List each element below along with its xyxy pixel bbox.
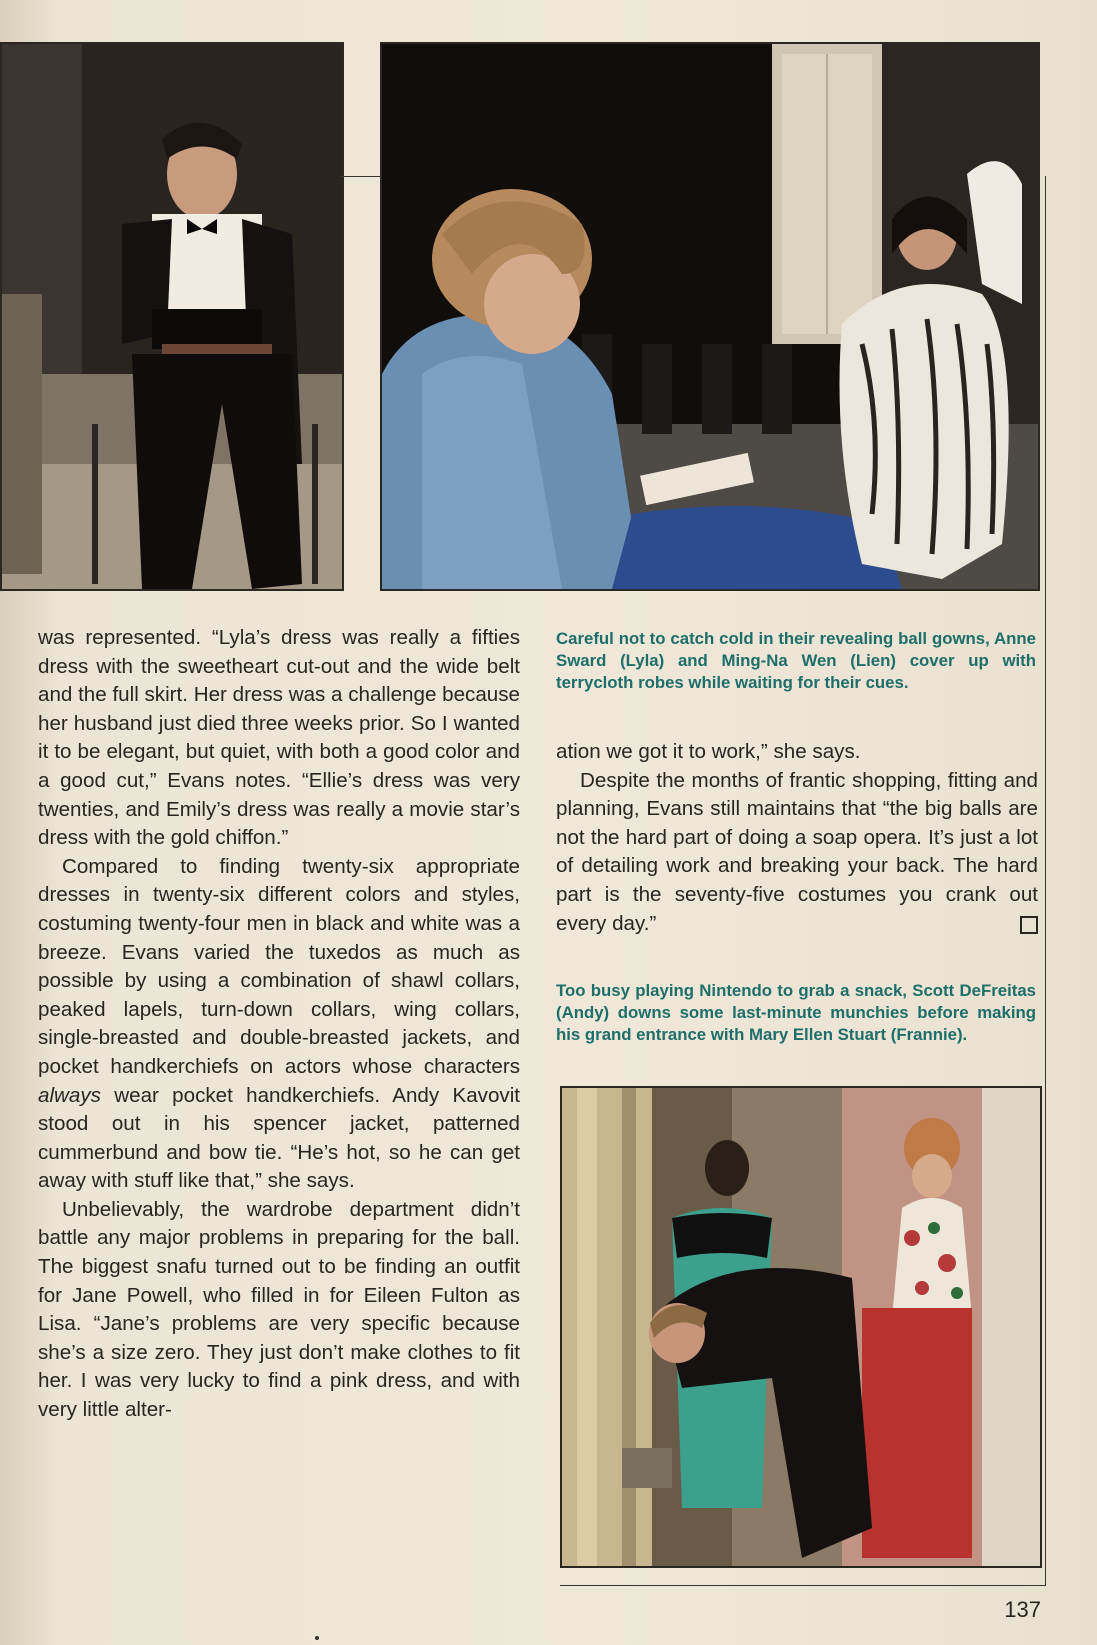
caption-top: Careful not to catch cold in their revealing ball gowns, Anne Sward (Lyla) and Ming-Na Wen (Lien) cover up with terrycloth robes while waiting for their cues. bbox=[556, 629, 1036, 692]
page-rule-bottom bbox=[560, 1585, 1046, 1586]
end-mark-icon bbox=[1020, 916, 1038, 934]
right-paragraph-2 bbox=[556, 767, 1038, 939]
right-column bbox=[556, 738, 1038, 938]
left-paragraph-2-part-a: Compared to finding twenty-six appropriate dresses in twenty-six different colors and styles, costuming twenty-four men in black and white was a breeze. Evans varied the tuxedos as much as possible by using a combination of shawl collars, peaked lapels, turn-down collars, wing collars, single-breasted and double-breasted jackets, and pocket handkerchiefs on actors whose characters bbox=[38, 854, 520, 1078]
left-paragraph-1: was represented. “Lyla’s dress was really a fifties dress with the sweetheart cut-out and the wide belt and the full skirt. Her dress was a challenge because her husband just died three weeks prior. So I wanted it to be elegant, but quiet, with both a good color and a good cut,” Evans notes. “Ellie’s dress was very twenties, and Emily’s dress was really a movie star’s dress with the gold chiffon.” bbox=[38, 626, 520, 850]
photo-women-in-robes bbox=[380, 42, 1040, 591]
print-dot bbox=[315, 1636, 319, 1640]
photo-man-in-tuxedo bbox=[0, 42, 344, 591]
right-paragraph-1: ation we got it to work,” she says. bbox=[556, 740, 861, 763]
page-number: 137 bbox=[1004, 1597, 1041, 1622]
left-paragraph-3: Unbelievably, the wardrobe department didn’t battle any major problems in preparing for the ball. The biggest snafu turned out to be finding an outfit for Jane Powell, who filled in for Eileen Fulton as Lisa. “Jane’s problems are very specific because she’s a size zero. They just don’t make clothes to fit her. I was very lucky to find a pink dress, and with very little alter- bbox=[38, 1197, 520, 1422]
caption-rule-top bbox=[340, 176, 380, 177]
caption-bottom: Too busy playing Nintendo to grab a snack, Scott DeFreitas (Andy) downs some last-minute munchies before making his grand entrance with Mary Ellen Stuart (Frannie). bbox=[556, 981, 1036, 1044]
photo-backstage-snack bbox=[560, 1086, 1042, 1568]
left-column bbox=[38, 624, 520, 1425]
right-paragraph-2-text: Despite the months of frantic shopping, fitting and planning, Evans still maintains that “the big balls are not the hard part of doing a soap opera. It’s just a lot of detailing work and breaking your back. The hard part is the seventy-five costumes you crank out every day.” bbox=[556, 768, 1038, 935]
left-paragraph-2-part-b: wear pocket handkerchiefs. Andy Kavovit stood out in his spencer jacket, patterned cummerbund and bow tie. “He’s hot, so he can get away with stuff like that,” she says. bbox=[38, 1083, 520, 1193]
page-rule-right bbox=[1045, 176, 1046, 1585]
left-paragraph-2-emphasis: always bbox=[38, 1083, 101, 1107]
left-paragraph-2 bbox=[38, 853, 520, 1196]
